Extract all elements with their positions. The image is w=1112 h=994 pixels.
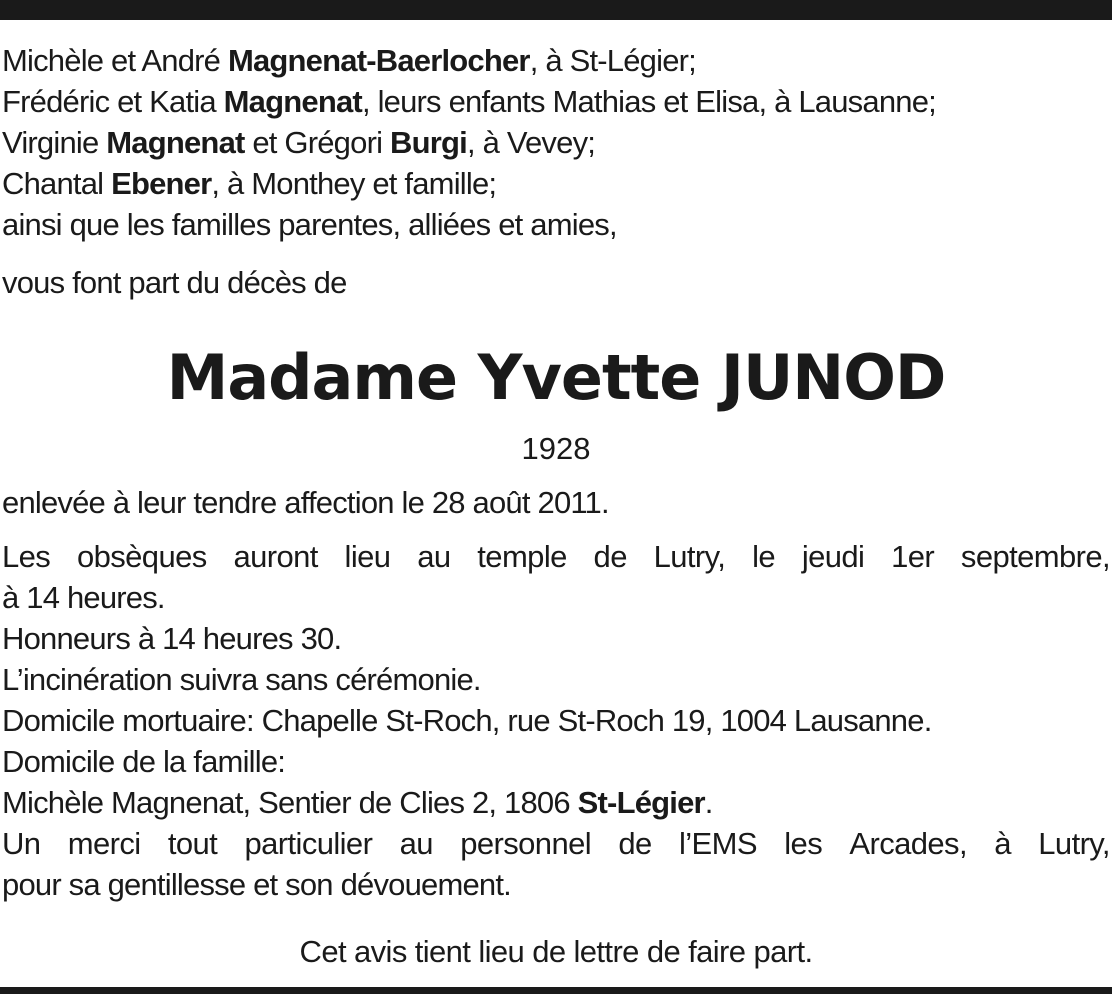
word: temple [477, 539, 567, 574]
word: de [593, 539, 627, 574]
word: Les [2, 539, 51, 574]
family-line: Chantal Ebener, à Monthey et famille; [2, 166, 497, 201]
closing-note: Cet avis tient lieu de lettre de faire part. [299, 934, 813, 969]
word: Un [2, 826, 41, 861]
bottom-rule [0, 987, 1112, 994]
top-rule [0, 0, 1112, 20]
funeral-line: à 14 heures. [2, 580, 165, 615]
word: 1er [891, 539, 935, 574]
family-line: ainsi que les familles parentes, alliées et amies, [2, 207, 617, 242]
thanks-line: pour sa gentillesse et son dévouement. [2, 867, 511, 902]
word: tout [167, 826, 218, 861]
death-notice-line: enlevée à leur tendre affection le 28 août 2011. [2, 485, 609, 520]
word: Lutry, [1038, 826, 1110, 861]
family-line: Michèle et André Magnenat-Baerlocher, à St-Légier; [2, 43, 696, 78]
word: particulier [244, 826, 373, 861]
announcement-text: vous font part du décès de [2, 265, 347, 300]
deceased-name: Madame Yvette JUNOD [166, 341, 946, 414]
word: le [752, 539, 776, 574]
word: l’EMS [678, 826, 757, 861]
word: au [399, 826, 433, 861]
funeral-line [2, 536, 1110, 577]
cremation-line: L’incinération suivra sans cérémonie. [2, 662, 481, 697]
family-home-address: Michèle Magnenat, Sentier de Clies 2, 1806 St-Légier. [2, 785, 713, 820]
thanks-line [2, 823, 1110, 864]
word: de [618, 826, 652, 861]
family-line: Frédéric et Katia Magnenat, leurs enfants Mathias et Elisa, à Lausanne; [2, 84, 936, 119]
word: auront [233, 539, 318, 574]
honours-line: Honneurs à 14 heures 30. [2, 621, 342, 656]
word: obsèques [76, 539, 207, 574]
word: merci [67, 826, 141, 861]
family-home-label: Domicile de la famille: [2, 744, 286, 779]
word: à [994, 826, 1011, 861]
family-list [2, 40, 1110, 245]
birth-year: 1928 [521, 431, 591, 466]
funeral-details [2, 536, 1110, 905]
family-line: Virginie Magnenat et Grégori Burgi, à Vevey; [2, 125, 596, 160]
word: Arcades, [849, 826, 967, 861]
word: personnel [460, 826, 592, 861]
word: jeudi [801, 539, 865, 574]
word: lieu [344, 539, 391, 574]
word: au [417, 539, 451, 574]
word: les [784, 826, 823, 861]
word: septembre, [960, 539, 1110, 574]
word: Lutry, [653, 539, 726, 574]
mortuary-line: Domicile mortuaire: Chapelle St-Roch, rue St-Roch 19, 1004 Lausanne. [2, 703, 932, 738]
